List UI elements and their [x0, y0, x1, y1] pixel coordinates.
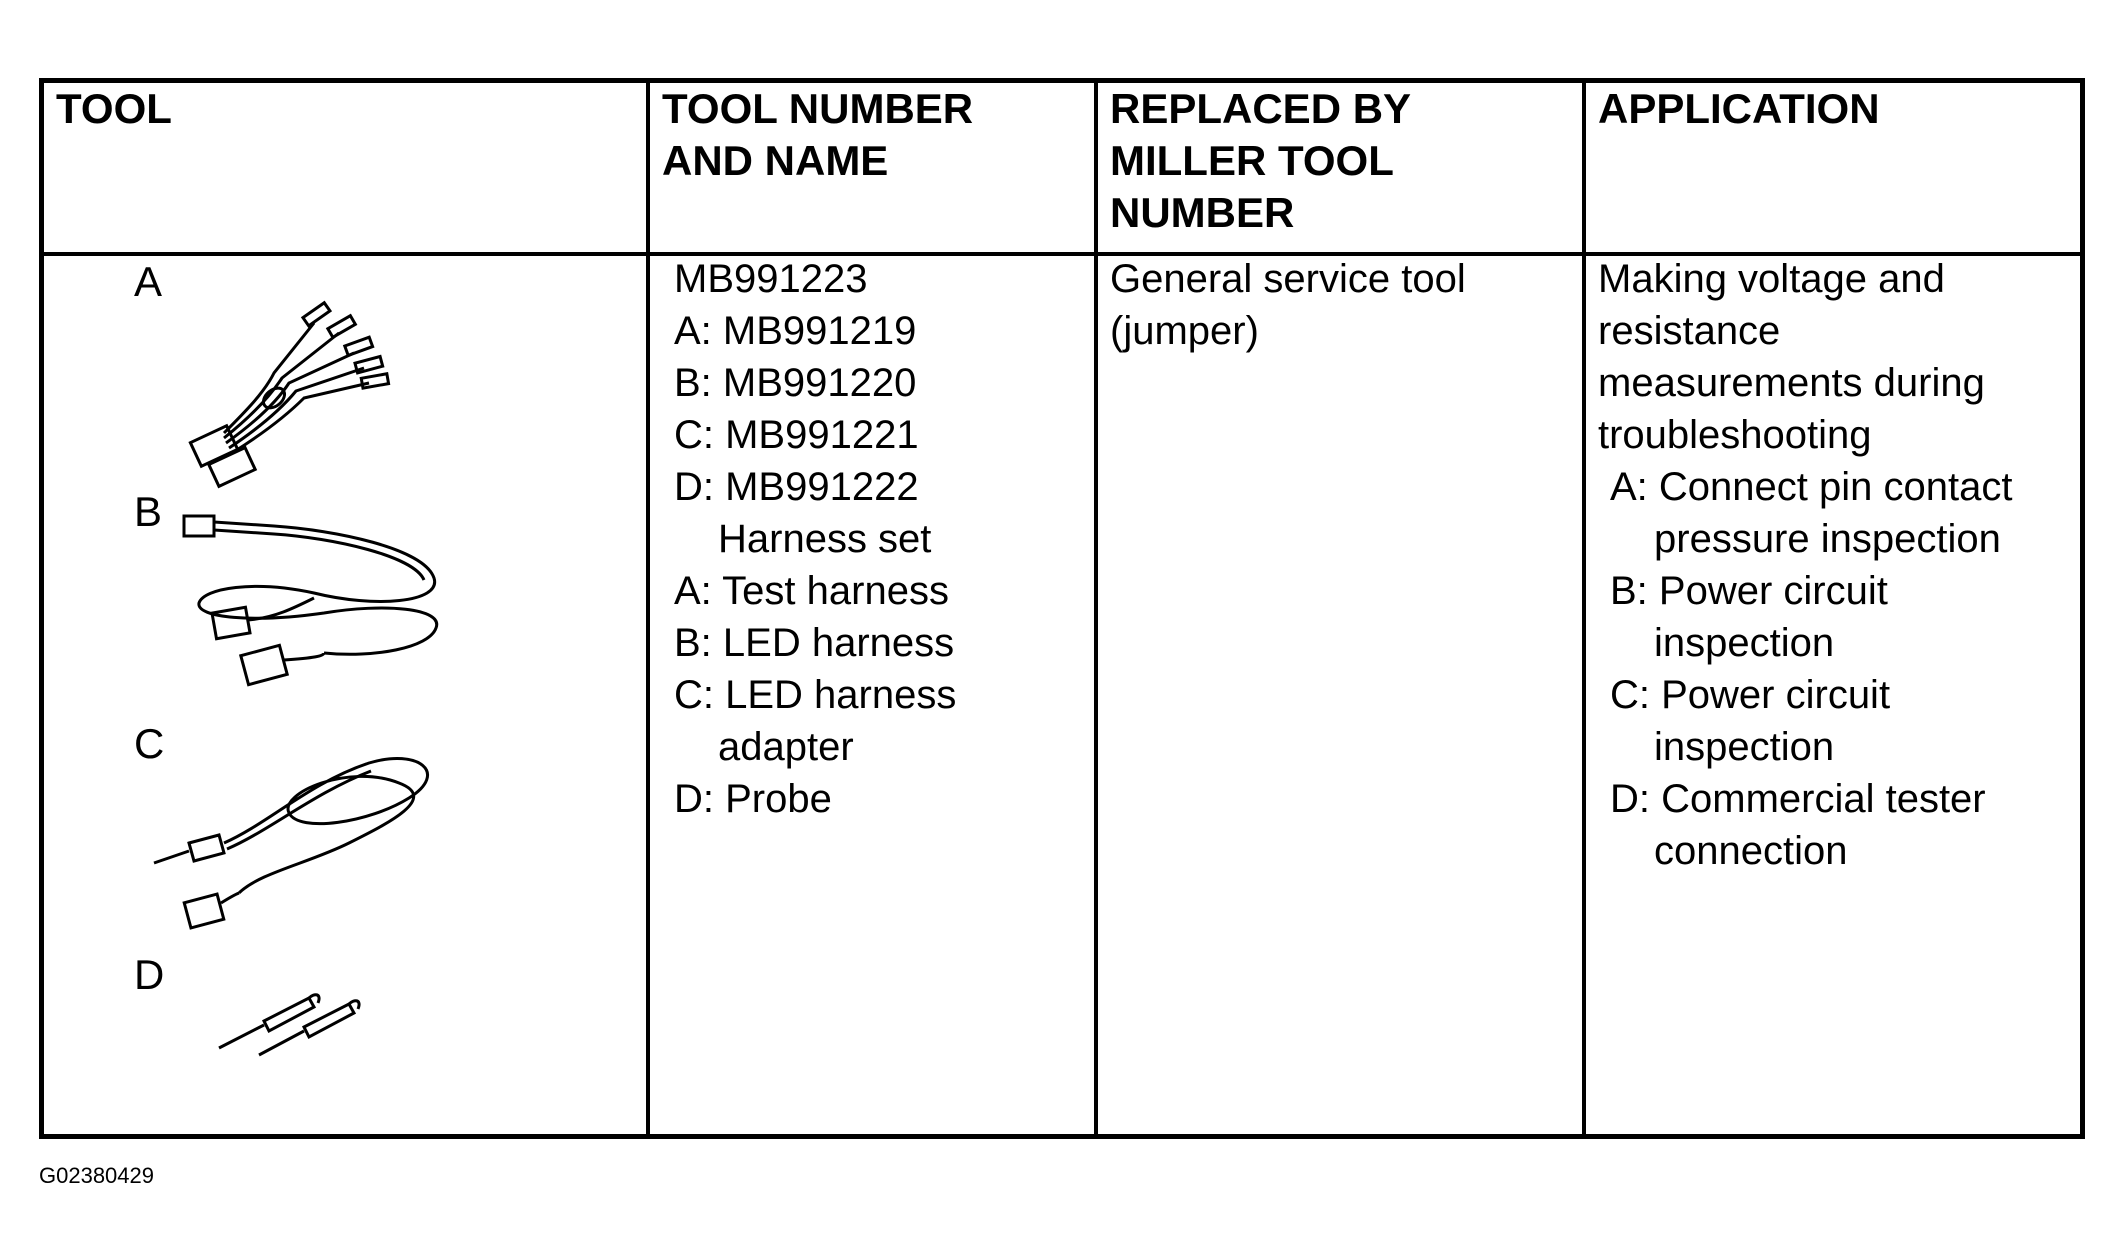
tool-letter-b: B	[134, 488, 163, 535]
tool-letter-d: D	[134, 951, 165, 998]
list-item: Making voltage and	[1598, 257, 1945, 301]
header-tool-number: TOOL NUMBER AND NAME	[662, 85, 974, 184]
application-cell	[1598, 253, 2012, 877]
header-replaced-by: REPLACED BY MILLER TOOL NUMBER	[1110, 85, 1412, 236]
list-item: Harness set	[718, 517, 932, 561]
column-divider	[1094, 83, 1098, 1134]
tool-table	[39, 78, 2085, 1139]
harness-a-icon	[164, 283, 384, 483]
replaced-by-cell	[1110, 253, 1466, 357]
tool-number-cell	[674, 253, 956, 825]
column-divider	[1582, 83, 1586, 1134]
harness-b-icon	[174, 508, 454, 698]
list-item: MB991223	[674, 257, 868, 301]
header-tool: TOOL	[56, 85, 172, 132]
list-item: B: LED harness	[674, 621, 955, 665]
list-item: B: Power circuit	[1610, 569, 1888, 613]
list-item: inspection	[1654, 621, 1835, 665]
list-item: pressure inspection	[1654, 517, 2001, 561]
list-item: A: Test harness	[674, 569, 949, 613]
probe-d-icon	[214, 973, 384, 1063]
list-item: (jumper)	[1110, 309, 1259, 353]
list-item: C: Power circuit	[1610, 673, 1891, 717]
tool-letter-a: A	[134, 258, 163, 305]
list-item: connection	[1654, 829, 1848, 873]
list-item: A: Connect pin contact	[1610, 465, 2013, 509]
list-item: B: MB991220	[674, 361, 917, 405]
list-item: D: Commercial tester	[1610, 777, 1986, 821]
list-item: adapter	[718, 725, 854, 769]
list-item: troubleshooting	[1598, 413, 1872, 457]
list-item: D: Probe	[674, 777, 832, 821]
list-item: D: MB991222	[674, 465, 919, 509]
list-item: C: MB991221	[674, 413, 919, 457]
list-item: measurements during	[1598, 361, 1985, 405]
list-item: C: LED harness	[674, 673, 957, 717]
tool-letter-c: C	[134, 720, 165, 767]
list-item: resistance	[1598, 309, 1781, 353]
harness-c-icon	[149, 743, 449, 933]
list-item: A: MB991219	[674, 309, 917, 353]
list-item: inspection	[1654, 725, 1835, 769]
list-item: General service tool	[1110, 257, 1466, 301]
header-application: APPLICATION	[1598, 85, 1880, 132]
column-divider	[646, 83, 650, 1134]
figure-caption: G02380429	[39, 1163, 154, 1188]
